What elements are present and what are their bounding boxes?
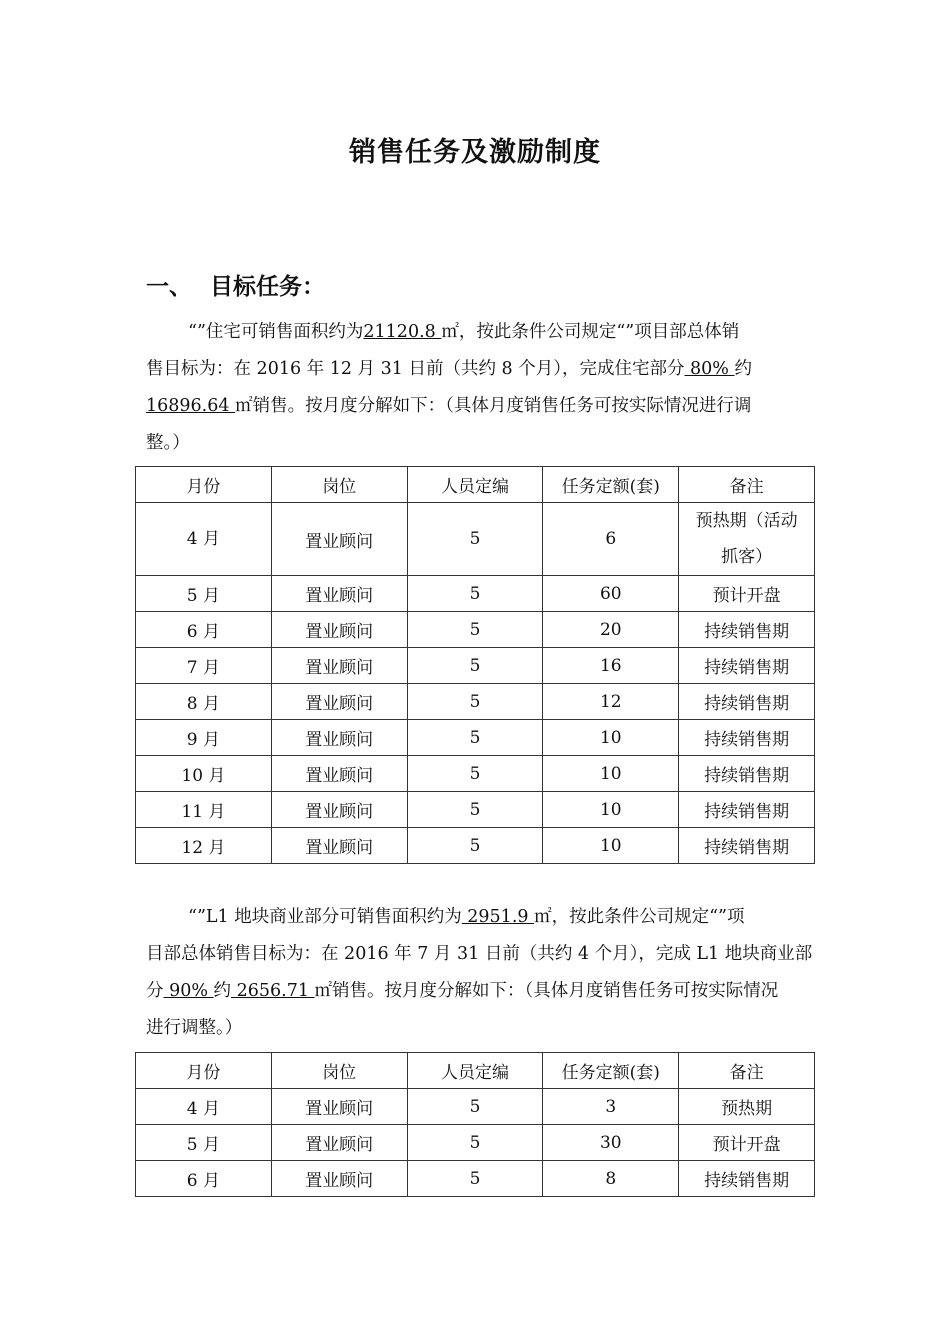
section-number: 一、 — [146, 274, 192, 300]
cell-remark: 预计开盘 — [679, 1125, 815, 1161]
cell-month: 4 月 — [136, 1089, 272, 1125]
table-header-row — [136, 1053, 815, 1089]
table-row — [136, 684, 815, 720]
section-label: 目标任务： — [210, 274, 325, 300]
paragraph-line — [146, 1010, 810, 1047]
cell-staff: 5 — [407, 1089, 543, 1125]
text: “”L1 地块商业部分可销售面积约为 — [188, 907, 462, 927]
cell-position: 置业顾问 — [271, 1089, 407, 1125]
residential-percent-value: 80% — [684, 359, 735, 379]
residential-target-area-value: 16896.64 — [146, 396, 236, 416]
commercial-area-value: 2951.9 — [461, 907, 535, 927]
cell-month: 6 月 — [136, 1161, 272, 1197]
table-row — [136, 1161, 815, 1197]
commercial-percent-value: 90% — [163, 981, 214, 1001]
text: ㎡销售。按月度分解如下：（具体月度销售任务可按实际情况进行调 — [235, 396, 752, 416]
cell-staff: 5 — [407, 1125, 543, 1161]
cell-remark: 持续销售期 — [679, 792, 815, 828]
header-staff: 人员定编 — [407, 467, 543, 503]
remark-line: 抓客） — [721, 547, 773, 567]
text: 分 — [146, 981, 164, 1001]
cell-month: 12 月 — [136, 828, 272, 864]
cell-remark: 预计开盘 — [679, 576, 815, 612]
paragraph-line — [146, 936, 813, 973]
header-quota: 任务定额(套) — [543, 467, 679, 503]
text: 整。） — [146, 433, 190, 453]
paragraph-line — [146, 351, 810, 388]
text: 约 — [213, 981, 232, 1001]
commercial-sales-table — [135, 1052, 815, 1197]
cell-position: 置业顾问 — [271, 576, 407, 612]
table-row — [136, 503, 815, 576]
table-row — [136, 720, 815, 756]
table-row — [136, 648, 815, 684]
cell-position: 置业顾问 — [271, 612, 407, 648]
header-remark: 备注 — [679, 467, 815, 503]
table-row — [136, 1125, 815, 1161]
cell-month: 5 月 — [136, 576, 272, 612]
cell-position: 置业顾问 — [271, 503, 407, 576]
table-row — [136, 792, 815, 828]
cell-staff: 5 — [407, 1161, 543, 1197]
cell-position: 置业顾问 — [271, 684, 407, 720]
cell-month: 6 月 — [136, 612, 272, 648]
table-header-row — [136, 467, 815, 503]
cell-remark: 预热期 — [679, 1089, 815, 1125]
cell-staff: 5 — [407, 648, 543, 684]
cell-position: 置业顾问 — [271, 648, 407, 684]
cell-quota: 10 — [543, 792, 679, 828]
cell-position: 置业顾问 — [271, 720, 407, 756]
cell-month: 7 月 — [136, 648, 272, 684]
header-month: 月份 — [136, 467, 272, 503]
cell-staff: 5 — [407, 828, 543, 864]
cell-quota: 60 — [543, 576, 679, 612]
cell-quota: 10 — [543, 828, 679, 864]
cell-month: 10 月 — [136, 756, 272, 792]
header-remark: 备注 — [679, 1053, 815, 1089]
residential-area-value: 21120.8 — [363, 322, 442, 342]
header-month: 月份 — [136, 1053, 272, 1089]
text: ㎡，按此条件公司规定“”项 — [534, 907, 745, 927]
header-quota: 任务定额(套) — [543, 1053, 679, 1089]
cell-position: 置业顾问 — [271, 792, 407, 828]
cell-staff: 5 — [407, 720, 543, 756]
cell-remark: 持续销售期 — [679, 612, 815, 648]
paragraph-line — [146, 314, 810, 351]
cell-remark: 持续销售期 — [679, 828, 815, 864]
cell-staff: 5 — [407, 576, 543, 612]
cell-month: 5 月 — [136, 1125, 272, 1161]
header-staff: 人员定编 — [407, 1053, 543, 1089]
table-row — [136, 576, 815, 612]
cell-position: 置业顾问 — [271, 1125, 407, 1161]
paragraph-line — [146, 425, 810, 462]
commercial-target-paragraph — [146, 899, 813, 1047]
cell-month: 8 月 — [136, 684, 272, 720]
cell-quota: 16 — [543, 648, 679, 684]
cell-quota: 12 — [543, 684, 679, 720]
cell-quota: 30 — [543, 1125, 679, 1161]
cell-remark — [679, 503, 815, 576]
cell-staff: 5 — [407, 503, 543, 576]
paragraph-line — [146, 899, 810, 936]
cell-position: 置业顾问 — [271, 756, 407, 792]
table-row — [136, 756, 815, 792]
text: 约 — [734, 359, 752, 379]
residential-sales-table — [135, 466, 815, 864]
paragraph-line — [146, 388, 810, 425]
commercial-target-area-value: 2656.71 — [231, 981, 315, 1001]
cell-quota: 3 — [543, 1089, 679, 1125]
cell-position: 置业顾问 — [271, 828, 407, 864]
cell-remark: 持续销售期 — [679, 684, 815, 720]
cell-remark: 持续销售期 — [679, 720, 815, 756]
cell-quota: 10 — [543, 720, 679, 756]
table-row — [136, 612, 815, 648]
cell-quota: 10 — [543, 756, 679, 792]
text: 进行调整。） — [146, 1018, 243, 1038]
cell-staff: 5 — [407, 684, 543, 720]
cell-staff: 5 — [407, 792, 543, 828]
cell-position: 置业顾问 — [271, 1161, 407, 1197]
cell-month: 11 月 — [136, 792, 272, 828]
cell-staff: 5 — [407, 612, 543, 648]
cell-remark: 持续销售期 — [679, 756, 815, 792]
paragraph-line — [146, 973, 810, 1010]
cell-remark: 持续销售期 — [679, 1161, 815, 1197]
page-title: 销售任务及激励制度 — [349, 137, 601, 168]
cell-quota: 6 — [543, 503, 679, 576]
cell-quota: 20 — [543, 612, 679, 648]
cell-quota: 8 — [543, 1161, 679, 1197]
text: ㎡，按此条件公司规定“”项目部总体销 — [441, 322, 740, 342]
header-position: 岗位 — [271, 467, 407, 503]
text: 售目标为：在 2016 年 12 月 31 日前（共约 8 个月），完成住宅部分 — [146, 359, 685, 379]
cell-month: 9 月 — [136, 720, 272, 756]
table-row — [136, 1089, 815, 1125]
text: ㎡销售。按月度分解如下：（具体月度销售任务可按实际情况 — [314, 981, 779, 1001]
remark-line: 预热期（活动 — [695, 511, 798, 531]
cell-month: 4 月 — [136, 503, 272, 576]
section-heading — [146, 268, 325, 301]
cell-staff: 5 — [407, 756, 543, 792]
header-position: 岗位 — [271, 1053, 407, 1089]
residential-target-paragraph — [146, 314, 810, 462]
table-row — [136, 828, 815, 864]
text: 目部总体销售目标为：在 2016 年 7 月 31 日前（共约 4 个月），完成 L1 地块商业部 — [146, 944, 813, 964]
cell-remark: 持续销售期 — [679, 648, 815, 684]
text: “”住宅可销售面积约为 — [188, 322, 364, 342]
